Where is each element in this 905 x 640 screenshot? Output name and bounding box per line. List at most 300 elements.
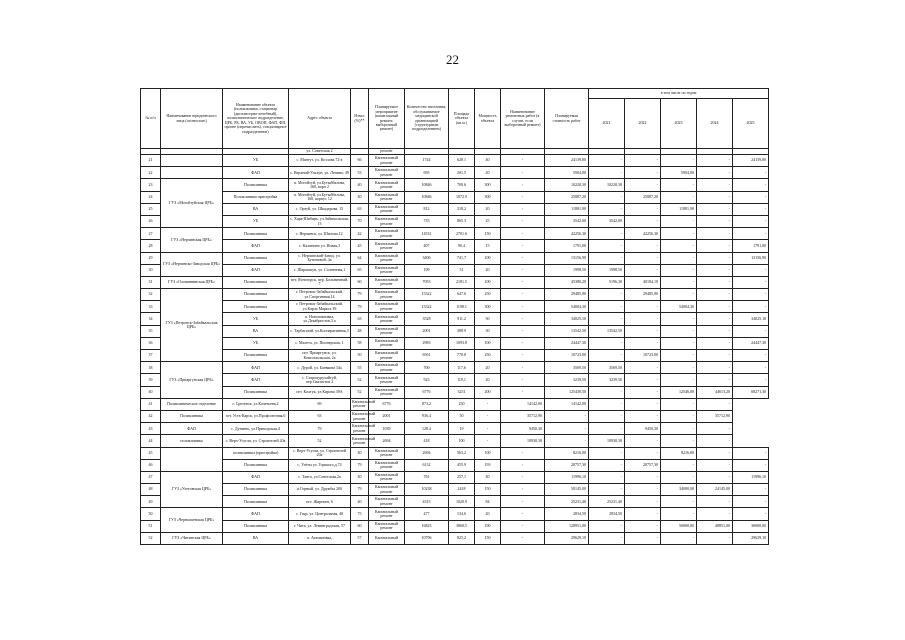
cell-area: 257,1 [449,471,475,483]
cell-area: 873,2 [405,398,449,410]
cell-area: 388.9 [449,325,475,337]
cell-year-amount: - [625,155,661,167]
cell-population: 2001 [369,410,405,422]
cell-area: 455.9 [449,459,475,471]
cell-wear: 63 [289,410,351,422]
cell-population: 3528 [405,313,449,325]
cell-year-amount: - [661,215,697,227]
cell-area: 1198.1 [449,301,475,313]
cell-works: - [475,423,501,435]
cell-num: 23 [141,179,161,191]
cell-area: 563,2 [449,447,475,459]
cell-event: Капитальный ремонт [369,471,405,483]
cell-year-amount: 13542,50 [589,325,625,337]
cell-population: 10846 [405,179,449,191]
cell-year-amount: - [661,179,697,191]
cell-event: Капитальный ремонт [369,215,405,227]
cell-year-amount: 10723,00 [625,350,661,362]
cell-cost: 29485,90 [545,289,589,301]
table-row [141,240,769,252]
cell-address: пгт. Приаргунск, ул. Комсомольская, 2а [289,350,351,362]
cell-num: 26 [141,215,161,227]
cell-wear: 40 [351,191,369,203]
cell-object: Поликлиника [223,301,289,313]
cell-year-amount: 24447,30 [733,337,769,349]
cell-cost: 25231,40 [545,496,589,508]
cell-cost: 24139,80 [545,155,589,167]
cell-year-amount: - [661,155,697,167]
table-row [141,264,769,276]
cell-year-amount: - [625,325,661,337]
cell-year-amount: - [625,496,661,508]
header-address: Адрес объекта [289,89,351,149]
cell-year-amount: 54004,30 [661,301,697,313]
cell-year-amount: - [661,264,697,276]
cell-address: с. Староцурухайтуй, пер.Связистов 2 [289,374,351,386]
cell-object: УБ [223,313,289,325]
cell-event: Капитальный ремонт [369,191,405,203]
cell-year-amount: - [589,471,625,483]
table-row [141,435,769,447]
cell-works: - [501,484,545,496]
cell-year-amount: - [625,301,661,313]
cell-year-amount: 42256,30 [625,228,661,240]
cell-address: пгт. Усть-Карск, ул.Профсоюзная,6 [223,410,289,422]
cell-cost: 1998,50 [545,264,589,276]
cell-population: 735 [405,215,449,227]
cell-area: 318,2 [449,203,475,215]
cell-year-amount: - [733,289,769,301]
cell-wear: 48 [351,325,369,337]
cell-org: ГУЗ «Нерчинская ЦРБ» [161,228,223,252]
cell-year-amount: - [697,167,733,179]
cell-org: ГУЗ «Могойтуйская ЦРБ» [161,179,223,228]
cell-year-amount: - [661,435,697,447]
cell-event: Капитальный ремонт [351,410,369,422]
cell-capacity: 300 [475,179,501,191]
cell-population: 1039 [369,423,405,435]
cell-works: - [501,203,545,215]
cell-address: с. Гаур, ул. Центральная, 40 [289,508,351,520]
cell-address: с. Верх-Усугли, ул. Строителей 20а [289,447,351,459]
header-event: Планируемое мероприятие (капитальный ремонт, выборочный ремонт) [369,89,405,149]
cell-num: 29 [141,252,161,264]
cell-address: с. Шаракшун, ул. Солнечная,1 [289,264,351,276]
table-row [141,350,769,362]
cell-cost: 2834,50 [545,508,589,520]
cell-population: 10238 [405,484,449,496]
cell-object: ВА [223,203,289,215]
cell-area: 134,6 [449,508,475,520]
cell-works: - [501,520,545,532]
cell-year-amount: - [625,520,661,532]
cell-num: 45 [141,447,161,459]
cell-population: 695 [405,167,449,179]
cell-year-amount: - [625,508,661,520]
cell-year-amount: - [697,435,733,447]
cell-works: - [475,398,501,410]
cell-area: 647.6 [449,289,475,301]
cell-address: с. Ортуй, ул. Шкадарова, 15 [289,203,351,215]
cell-object: поликлиника [161,435,223,447]
cell-org: ГУЗ «Оловяннинская ЦРБ» [161,276,223,288]
cell-year-amount: - [661,471,697,483]
cell-num: 39 [141,374,161,386]
cell-year-amount: 29629,10 [733,532,769,544]
cell-year-amount: - [733,276,769,288]
cell-wear: 57 [351,532,369,544]
cell-area: 3860,5 [449,520,475,532]
cell-year-amount: - [697,362,733,374]
cell-year-amount: 3542,00 [589,215,625,227]
cell-works: - [501,350,545,362]
cell-num: 24 [141,191,161,203]
table-row [141,179,769,191]
cell-year-amount: 50000,00 [661,520,697,532]
cell-year-amount: 12546,00 [661,386,697,398]
cell-year-amount: - [545,423,589,435]
header-num: № п/п [141,89,161,149]
cell-year-amount: - [733,301,769,313]
table-row [141,228,769,240]
cell-area: 825,2 [449,532,475,544]
cell-event: Капитальный ремонт [369,325,405,337]
cell-year-amount: - [733,325,769,337]
cell-num: 32 [141,289,161,301]
cell-event: Капитальный ремонт [369,337,405,349]
cell-population: 2983 [405,337,449,349]
cell-capacity: 20 [475,264,501,276]
cell-capacity: 100 [449,435,475,447]
cell-capacity: 300 [475,301,501,313]
cell-works: - [501,289,545,301]
cell-cost: 1791,00 [545,240,589,252]
cell-capacity: 250 [449,398,475,410]
table-row [141,215,769,227]
cell-address: с. Верх-Усугли, ул. Строителей 20а [223,435,289,447]
cell-event: Капитальный ремонт [369,350,405,362]
cell-capacity: 30 [475,325,501,337]
cell-year-amount: - [625,484,661,496]
cell-num: 48 [141,484,161,496]
cell-year-amount: - [661,252,697,264]
cell-year-amount: - [625,215,661,227]
cell-year-amount: - [625,435,661,447]
header-year: 2021 [589,99,625,149]
cell-num: 25 [141,203,161,215]
cell-capacity: 20 [475,362,501,374]
cell-address: пгт. Жирекен, 6 [289,496,351,508]
cell-object: ФАП [161,423,223,435]
cell-cost: 128951,00 [545,520,589,532]
cell-wear: 79 [351,459,369,471]
cell-year-amount: - [733,508,769,520]
cell-year-amount: - [589,167,625,179]
cell-org: ГУЗ «Приаргунская ЦРБ» [161,362,223,399]
page-number: 22 [446,52,459,67]
cell-year-amount: - [661,410,697,422]
cell-year-amount: - [661,459,697,471]
cell-capacity: 50 [449,410,475,422]
cell-population: 923 [405,374,449,386]
cell-year-amount: 10220,30 [589,179,625,191]
cell-address: с. Малета, ул. Пионерская, 1 [289,337,351,349]
cell-year-amount: - [697,301,733,313]
cell-address: г. Петровск-Забайкальский, ул.Карла Маркса 39 [289,301,351,313]
cell-cost: 10930,30 [501,435,545,447]
cell-cost: 25887,20 [545,191,589,203]
cell-year-amount: 48851,00 [697,520,733,532]
cell-cost: 14142,00 [501,398,545,410]
cell-wear: 64 [351,252,369,264]
header-capacity: Мощность объекта [475,89,501,149]
cell-works: - [501,532,545,544]
cell-year-amount: - [589,155,625,167]
table-row [141,386,769,398]
table-row [141,398,769,410]
cell-cost: 8216,00 [545,447,589,459]
cell-event: Капитальный ремонт [369,203,405,215]
cell-year-amount: - [733,374,769,386]
header-cost: Планируемая стоимость работ [545,89,589,149]
cell-address: п. Могойтуй, ул.Бутыйбалова, 160, корп 2 [289,179,351,191]
cell-year-amount: 14142,00 [545,398,589,410]
cell-year-amount: - [733,191,769,203]
cell-year-amount: - [661,276,697,288]
cell-area: 3251 [449,386,475,398]
cell-year-amount: - [589,252,625,264]
cell-object: Поликлиника [223,252,289,264]
cell-event: Капитальный ремонт [369,459,405,471]
cell-num: 36 [141,337,161,349]
table-row [141,301,769,313]
cell-population: 4315 [405,496,449,508]
cell-works: - [501,325,545,337]
header-year: 2023 [661,99,697,149]
cell-cost: 35712,90 [501,410,545,422]
cell-year-amount: - [697,325,733,337]
cell-event: Капитальный ремонт [369,496,405,508]
cell-object: ФАП [223,508,289,520]
cell-object: ФАП [223,362,289,374]
cell-works: - [501,313,545,325]
cell-event: Капитальный ремонт [369,313,405,325]
cell-cost: 24447,30 [545,337,589,349]
cell-year-amount: 2834,50 [589,508,625,520]
cell-num: 50 [141,508,161,520]
cell-year-amount: - [589,520,625,532]
cell-num: 42 [141,410,161,422]
cell-works: - [501,179,545,191]
funding-table [140,88,769,545]
cell-area: 700.6 [449,179,475,191]
cell-area: 865.3 [449,215,475,227]
cell-event: ремонт [369,149,405,155]
cell-capacity: 193 [475,459,501,471]
cell-population: 6132 [405,459,449,471]
cell-year-amount: - [733,215,769,227]
cell-year-amount: 5196,30 [589,276,625,288]
cell-object: Поликлиника [223,496,289,508]
cell-year-amount: - [545,410,589,422]
cell-year-amount: - [697,508,733,520]
cell-year-amount: - [697,471,733,483]
cell-year-amount: - [625,447,661,459]
table-row [141,410,769,422]
cell-area: 2418 [449,484,475,496]
header-year: 2024 [697,99,733,149]
header-org: Наименование юридического лица (полностью) [161,89,223,149]
cell-population: 2001 [405,325,449,337]
cell-object: Поликлиника [223,459,289,471]
cell-year-amount: - [661,191,697,203]
cell-cost: 11881,90 [545,203,589,215]
cell-event: Капитальный ремонт [369,228,405,240]
cell-cost: 13156,90 [545,252,589,264]
cell-year-amount: 10930,30 [589,435,625,447]
cell-population: 10796 [405,532,449,544]
cell-object: Поликлиника [223,484,289,496]
cell-year-amount: - [589,313,625,325]
cell-year-amount: - [625,398,661,410]
cell-capacity: 250 [475,289,501,301]
cell-org: ГУЗ «Улетовская ЦРБ» [161,471,223,508]
cell-year-amount: - [661,337,697,349]
cell-year-amount: - [697,155,733,167]
cell-year-amount: - [661,496,697,508]
cell-population: 15322 [405,289,449,301]
cell-num: 47 [141,471,161,483]
cell-area: 51 [449,264,475,276]
cell-year-amount: - [661,532,697,544]
cell-year-amount: - [733,203,769,215]
cell-works: - [501,264,545,276]
cell-year-amount: - [625,410,661,422]
cell-num: 31 [141,276,161,288]
cell-year-amount: - [733,447,769,459]
cell-area: 936,4 [405,410,449,422]
cell-capacity: 100 [475,337,501,349]
cell-num: 43 [141,423,161,435]
cell-year-amount: - [697,215,733,227]
cell-area: 90,4 [449,240,475,252]
cell-year-amount: 40184,10 [625,276,661,288]
cell-capacity: 190 [475,520,501,532]
cell-num: 28 [141,240,161,252]
cell-capacity: 100 [475,276,501,288]
cell-year-amount: - [733,350,769,362]
cell-address: п. Новопавловка, ул.Декабристов,3 а [289,313,351,325]
cell-cost: 10723,00 [545,350,589,362]
cell-object: ФАП [223,374,289,386]
cell-event: Капитальный ремонт [369,301,405,313]
cell-works: - [501,362,545,374]
cell-capacity: 150 [475,532,501,544]
cell-address: г. Чита, ул. Ленинградская, 57 [289,520,351,532]
cell-year-amount: - [733,484,769,496]
cell-address: с. Тарбагатай, ул.Кооперативная,3 [289,325,351,337]
cell-works: - [501,374,545,386]
table-row [141,155,769,167]
cell-year-amount: - [589,289,625,301]
cell-year-amount: - [661,228,697,240]
cell-address: ул. Советская 2 [289,149,351,155]
cell-cost: 13542,50 [545,325,589,337]
cell-capacity: 20 [475,167,501,179]
cell-year-amount: - [661,374,697,386]
cell-area: 741,7 [449,252,475,264]
cell-capacity: 150 [475,484,501,496]
header-year: 2022 [625,99,661,149]
cell-year-amount: 35712,90 [697,410,733,422]
cell-year-amount: - [625,240,661,252]
cell-object: ФАП [223,240,289,252]
cell-org: ГУЗ «Петровск-Забайкальская ЦРБ» [161,289,223,362]
cell-wear: 53 [351,167,369,179]
cell-year-amount: 34025,10 [733,313,769,325]
cell-year-amount: - [733,167,769,179]
cell-year-amount: - [697,191,733,203]
cell-year-amount: 24145,00 [697,484,733,496]
cell-population: 1744 [405,155,449,167]
cell-cost: 5904,00 [545,167,589,179]
cell-wear: 45 [351,240,369,252]
table-row [141,276,769,288]
cell-org [161,167,223,179]
cell-year-amount: - [625,203,661,215]
cell-year-amount: 1998,50 [589,264,625,276]
cell-year-amount: - [589,410,625,422]
cell-wear: 69 [289,398,351,410]
cell-event: Капитальный ремонт [369,155,405,167]
cell-object: Поликлиника [223,179,289,191]
cell-cost: 10220,30 [545,179,589,191]
cell-num: 37 [141,350,161,362]
cell-year-amount: 25231,40 [589,496,625,508]
cell-year-amount: - [589,240,625,252]
header-years-group: в том числе по годам [589,89,769,99]
cell-address: п.Горный, ул. Дружбы 200 [289,484,351,496]
cell-works: - [501,155,545,167]
cell-wear: 65 [351,264,369,276]
cell-area: 770.8 [449,350,475,362]
cell-year-amount: 8216,00 [661,447,697,459]
cell-population: 407 [405,240,449,252]
cell-year-amount: - [625,264,661,276]
cell-org: ГУЗ «Читинская ЦРБ» [161,532,223,544]
cell-year-amount: - [589,228,625,240]
cell-wear: 79 [289,423,351,435]
cell-object: Поликлиника пристройка [223,191,289,203]
cell-object: Поликлиника [223,228,289,240]
cell-cost: 3239,50 [545,374,589,386]
cell-year-amount: - [697,179,733,191]
cell-works: - [501,191,545,203]
cell-year-amount: - [697,459,733,471]
cell-year-amount: 34000,00 [661,484,697,496]
cell-year-amount: - [545,435,589,447]
cell-wear: 58 [351,337,369,349]
cell-year-amount: - [625,313,661,325]
table-row [141,374,769,386]
cell-wear: 52 [289,435,351,447]
cell-event: Капитальный ремонт [369,276,405,288]
cell-address: с. Калинино ул. Новая,3 [289,240,351,252]
cell-num: 38 [141,362,161,374]
cell-capacity: 15 [475,240,501,252]
cell-wear: 42 [351,228,369,240]
table-row [141,362,769,374]
